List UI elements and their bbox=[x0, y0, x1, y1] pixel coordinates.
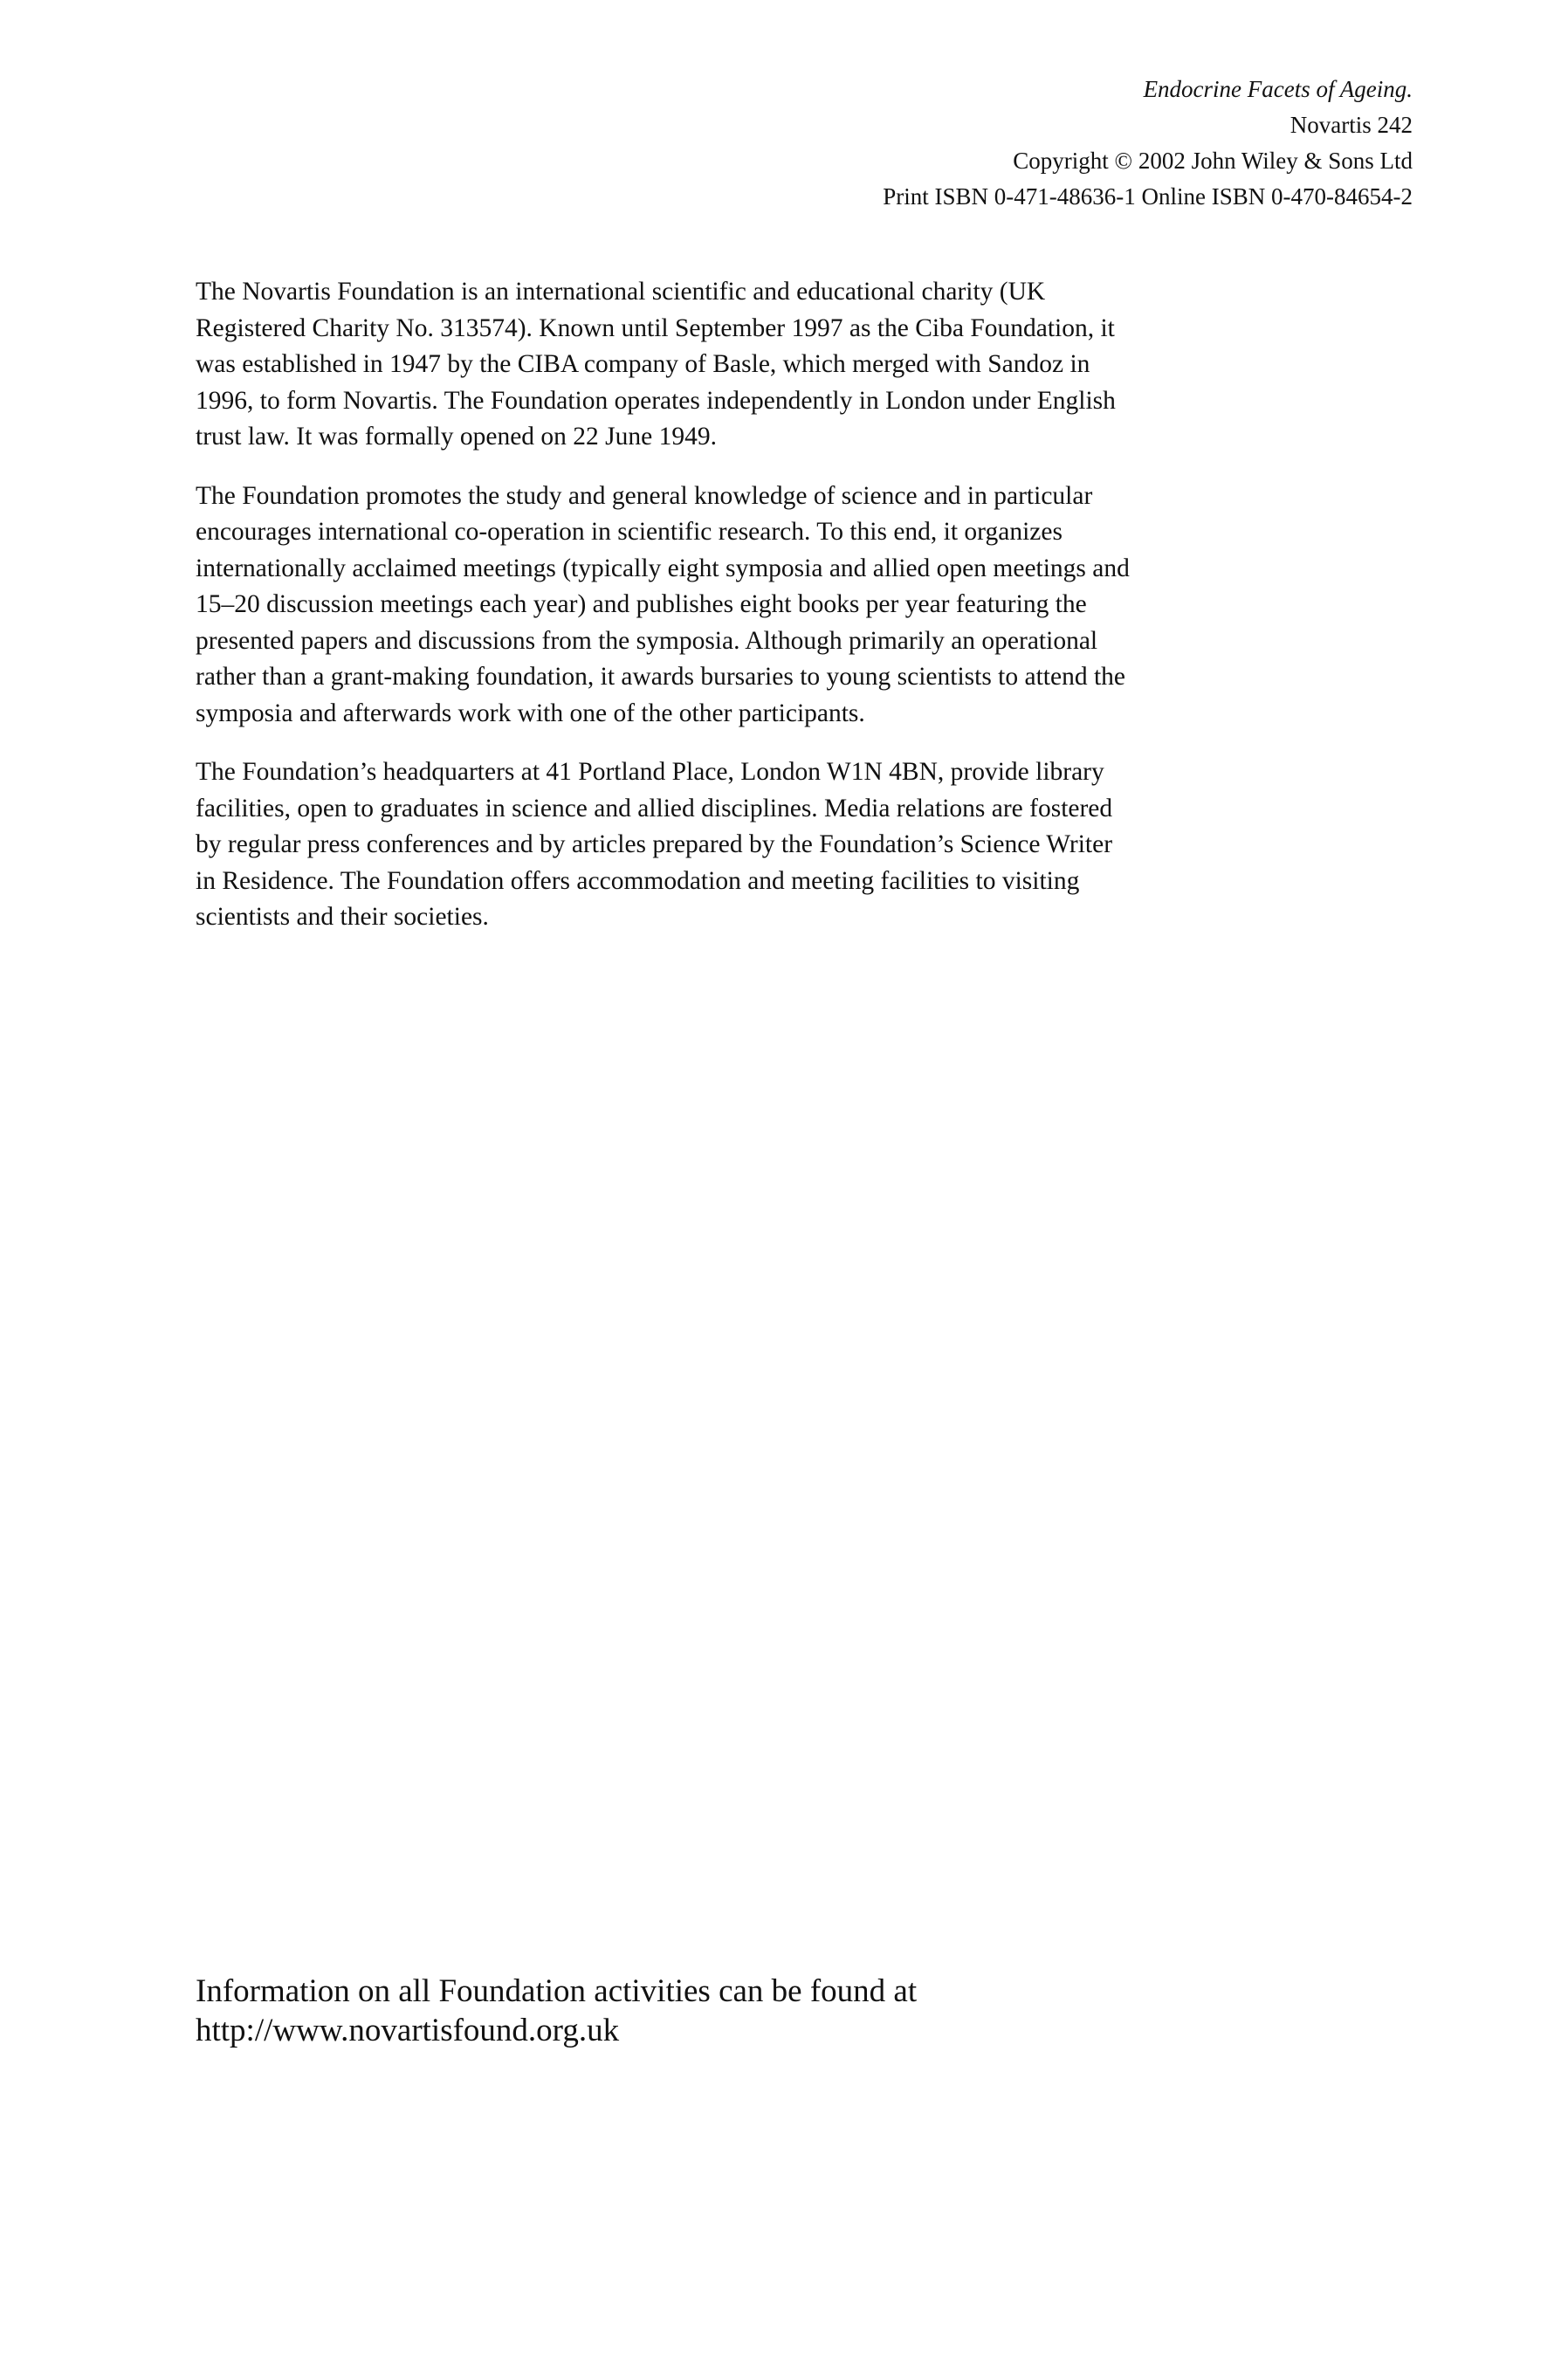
footer-info-text: Information on all Foundation activities can be found at bbox=[196, 1973, 918, 2009]
paragraph-headquarters: The Foundation’s headquarters at 41 Portland Place, London W1N 4BN, provide library facilities, open to graduates in science and allied disciplines. Media relations are fostered by regular press conferences and by articles prepared by the Foundation’s Science Writer in Residence. The Foundation offers accommodation and meeting facilities to visiting scientists and their societies. bbox=[196, 758, 1113, 931]
foundation-url-link[interactable]: http://www.novartisfound.org.uk bbox=[196, 2013, 620, 2048]
book-title: Endocrine Facets of Ageing. bbox=[1143, 76, 1413, 102]
copyright-line: Copyright © 2002 John Wiley & Sons Ltd bbox=[1013, 148, 1413, 174]
isbn-line: Print ISBN 0-471-48636-1 Online ISBN 0-470-84654-2 bbox=[883, 183, 1413, 210]
series-number: Novartis 242 bbox=[1289, 112, 1413, 138]
paragraph-mission: The Foundation promotes the study and general knowledge of science and in particular encourages international co-operation in scientific research. To this end, it organizes internationally acclaimed meetings (typically eight symposia and allied open meetings and 15–20 discussion meetings each year) and publishes eight books per year featuring the presented papers and discussions from the symposia. Although primarily an operational rather than a grant-making foundation, it awards bursaries to young scientists to attend the symposia and afterwards work with one of the other participants. bbox=[196, 481, 1130, 727]
foundation-description bbox=[196, 274, 1138, 959]
page-header bbox=[883, 72, 1413, 215]
footer-info bbox=[196, 1972, 1331, 2050]
paragraph-about: The Novartis Foundation is an international scientific and educational charity (UK Registered Charity No. 313574). Known until September 1997 as the Ciba Foundation, it was established in 1947 by the CIBA company of Basle, which merged with Sandoz in 1996, to form Novartis. The Foundation operates independently in London under English trust law. It was formally opened on 22 June 1949. bbox=[196, 278, 1116, 451]
